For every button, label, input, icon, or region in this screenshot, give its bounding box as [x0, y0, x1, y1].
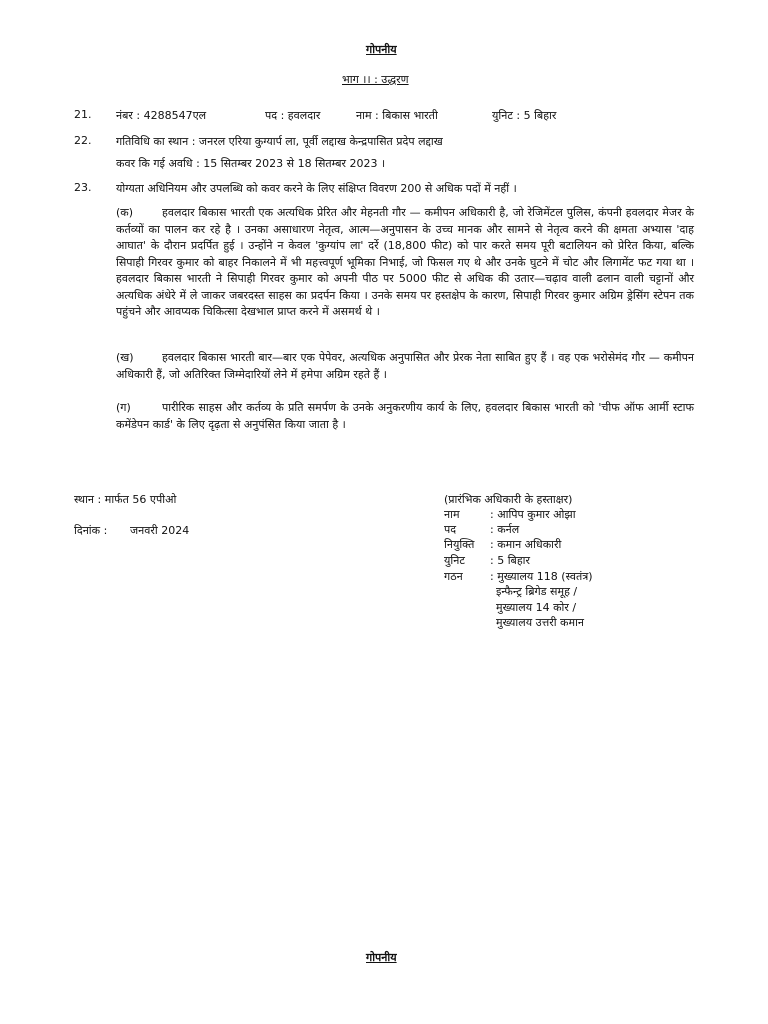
signature-row-unit	[444, 553, 530, 568]
signature-row-name	[444, 507, 576, 522]
para-label: (ख)	[116, 351, 134, 364]
item-22-number: 22.	[74, 134, 92, 147]
footer-place: स्थान : मार्फत 56 एपीओ	[74, 493, 177, 506]
formation-line-2: इन्फैन्ट्र ब्रिगेड समूह /	[496, 585, 578, 598]
part-heading: भाग ।। : उद्धरण	[342, 73, 409, 86]
signature-row-formation	[444, 569, 593, 584]
soldier-rank: पद : हवलदार	[265, 109, 321, 122]
sig-key: पद	[444, 523, 457, 536]
signature-title: (प्रारंभिक अधिकारी के हस्ताक्षर)	[444, 493, 573, 506]
sig-value: : कमान अधिकारी	[490, 538, 562, 551]
para-text: हवलदार बिकास भारती बार—बार एक पेपेवर, अत्यधिक अनुपासित और प्रेरक नेता साबित हुए हैं । वह एक भरोसेमंद गौर — कमीपन अधिकारी हैं, जो अतिरिक्त जिम्मेदारियों लेने में हमेपा अग्रिम रहते हैं ।	[116, 351, 694, 381]
item-21-number: 21.	[74, 108, 92, 121]
formation-line-3: मुख्यालय 14 कोर /	[496, 601, 577, 614]
citation-para-kha	[116, 350, 694, 383]
para-text: पारीरिक साहस और कर्तव्य के प्रति समर्पण के उनके अनुकरणीय कार्य के लिए, हवलदार बिकास भारती को 'चीफ ऑफ आर्मी स्टाफ कमेंडेपन कार्ड' के लिए दृढ़ता से अनुपंसित किया जाता है ।	[116, 401, 694, 431]
signature-row-rank	[444, 522, 519, 537]
soldier-name: नाम : बिकास भारती	[356, 109, 438, 122]
sig-key: नियुक्ति	[444, 538, 475, 551]
para-text: हवलदार बिकास भारती एक अत्यधिक प्रेरित और मेहनती गौर — कमीपन अधिकारी है, जो रेजिमेंटल पुलिस, कंपनी हवलदार मेजर के कर्तव्यों का पालन कर रहे है । उनका असाधारण नेतृत्व, आत्म—अनुपासन के उच्च मानक और सामने से नेतृत्व करने की क्षमता अभ्यास 'दाह आघात' के दौरान प्रदर्पित हुई । उन्होंने न केवल 'कुग्यांप ला' दर्रे (18,800 फीट) को पार करते समय पूरी बटालियन को प्रेरित किया, बल्कि सिपाही गिरवर कुमार को बाहर निकालने में भी महत्त्वपूर्ण भूमिका निभाई, जो फिसल गए थे और उनके घुटने में चोट और लिगामेंट फट गया था । हवलदार बिकास भारती ने सिपाही गिरवर कुमार को अपनी पीठ पर 5000 फीट से अधिक की उतार—चढ़ाव वाली ढलान वाली चट्टानों और अत्यधिक अंधेरे में ले जाकर जबरदस्त साहस का प्रदर्पन किया । उनके समय पर हस्तक्षेप के कारण, सिपाही गिरवर कुमार अग्रिम ड्रेसिंग स्टेपन तक पहुंचने और आवप्यक चिकित्सा देखभाल प्राप्त करने में असमर्थ थे ।	[116, 206, 694, 318]
soldier-unit: युनिट : 5 बिहार	[492, 109, 557, 122]
sig-value: : कर्नल	[490, 523, 520, 536]
sig-value: : मुख्यालय 118 (स्वतंत्र)	[490, 570, 593, 583]
para-label: (क)	[116, 206, 134, 219]
sig-key: नाम	[444, 508, 460, 521]
para-label: (ग)	[116, 401, 131, 414]
citation-para-ka	[116, 205, 694, 321]
activity-place: गतिविधि का स्थान : जनरल एरिया कुग्यार्प ला, पूर्वी लद्दाख केन्द्रपासित प्रदेप लद्दाख	[116, 135, 443, 148]
sig-key: युनिट	[444, 554, 465, 567]
citation-para-ga	[116, 400, 694, 433]
formation-line-4: मुख्यालय उत्तरी कमान	[496, 616, 585, 629]
sig-key: गठन	[444, 570, 463, 583]
classification-top: गोपनीय	[366, 43, 397, 56]
covered-period: कवर कि गई अवधि : 15 सितम्बर 2023 से 18 सितम्बर 2023 ।	[116, 157, 386, 170]
citation-heading: योग्यता अधिनियम और उपलब्धि को कवर करने के लिए संक्षिप्त विवरण 200 से अधिक पदों में नहीं ।	[116, 182, 517, 195]
sig-value: : 5 बिहार	[490, 554, 531, 567]
item-23-number: 23.	[74, 181, 92, 194]
soldier-number: नंबर : 4288547एल	[116, 109, 207, 122]
signature-row-appointment	[444, 537, 561, 552]
footer-date-label: दिनांक :	[74, 524, 108, 537]
classification-bottom: गोपनीय	[366, 951, 397, 964]
sig-value: : आपिप कुमार ओझा	[490, 508, 576, 521]
footer-date-value: जनवरी 2024	[130, 524, 190, 537]
